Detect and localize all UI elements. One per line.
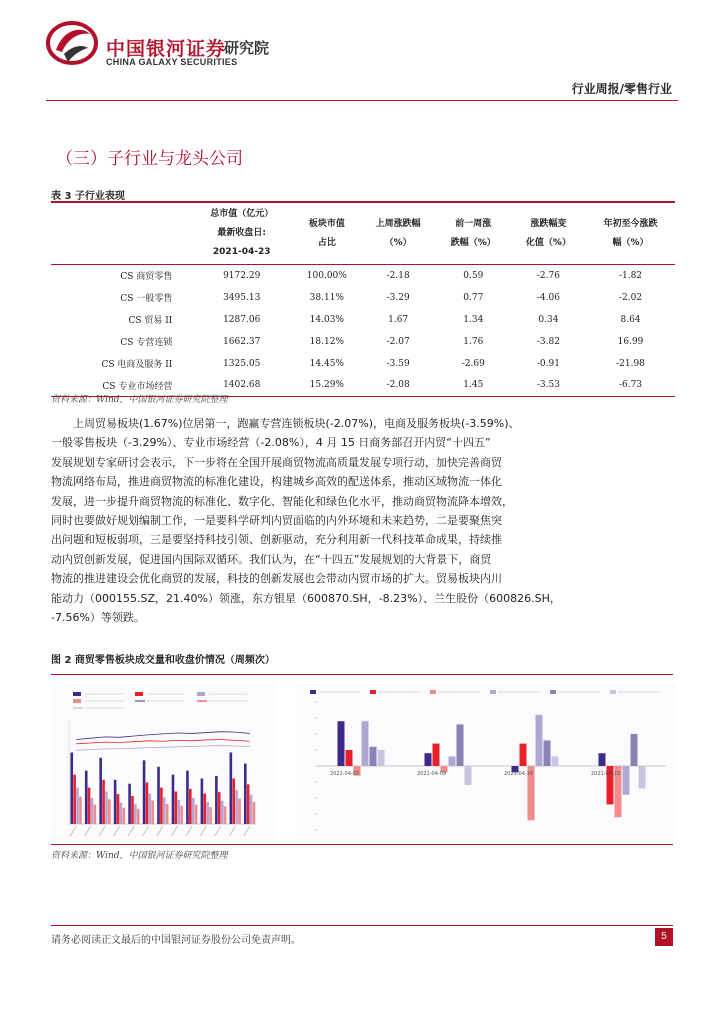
volume-bar xyxy=(94,805,97,825)
table-cell: -0.91 xyxy=(536,358,560,369)
change-bar xyxy=(631,734,638,766)
table-cell: 100.00% xyxy=(306,270,347,281)
table-source: 资料来源：Wind，中国银河证券研究院整理 xyxy=(51,395,228,405)
report-type-tag: 行业周报/零售行业 xyxy=(571,82,672,96)
table-cell: 1662.37 xyxy=(223,336,261,347)
volume-bar xyxy=(128,784,131,824)
volume-bar xyxy=(186,771,189,824)
volume-bar xyxy=(79,797,82,824)
table-header-text: 占比 xyxy=(317,237,336,248)
change-bar xyxy=(346,750,353,766)
x-tick-label: 2021-04-09 xyxy=(417,771,447,777)
paragraph-line: -7.56%）等领跌。 xyxy=(51,611,145,625)
subsector-name: CS 贸易 II xyxy=(128,316,173,326)
brand-name-english: CHINA GALAXY SECURITIES xyxy=(106,57,238,67)
volume-bar xyxy=(206,802,209,824)
subsector-name: CS 一般零售 xyxy=(120,294,173,304)
table-header-text: （%） xyxy=(384,237,412,248)
volume-bar xyxy=(131,796,134,824)
legend-swatch xyxy=(610,690,616,694)
volume-bar xyxy=(166,804,169,824)
table-cell: 0.59 xyxy=(463,270,484,281)
volume-bar xyxy=(172,775,175,824)
change-bar xyxy=(362,721,369,766)
volume-bar xyxy=(250,795,253,824)
paragraph-line: 上周贸易板块(1.67%)位居第一，跑赢专营连锁板块(-2.07%)，电商及服务板块(-3.59%)、 xyxy=(51,417,520,430)
x-tick-label: 2021-04-02 xyxy=(330,771,360,777)
figure-bottom-rule xyxy=(51,844,673,845)
subsector-name: CS 专业市场经营 xyxy=(102,381,173,392)
volume-bar xyxy=(253,802,256,824)
legend-swatch xyxy=(135,692,143,696)
paragraph-line: 发展，进一步提升商贸物流的标准化、数字化、智能化和绿色化水平，推动商贸物流降本增效， xyxy=(51,494,513,508)
change-bar xyxy=(370,747,377,766)
figure-caption: 图 2 商贸零售板块成交量和收盘价情况（周频次） xyxy=(51,655,275,666)
table-cell: -2.18 xyxy=(386,270,410,281)
volume-bar xyxy=(232,779,235,825)
table-cell: 1325.05 xyxy=(223,358,261,369)
subsector-name: CS 商贸零售 xyxy=(120,272,173,283)
table-cell: -3.59 xyxy=(386,358,410,369)
figure-source: 资料来源：Wind，中国银河证券研究院整理 xyxy=(51,851,228,861)
table-header-text: 最新收盘日: xyxy=(217,228,266,238)
company-logo xyxy=(46,16,306,72)
volume-bar xyxy=(146,782,149,824)
weekly-change-chart-svg xyxy=(296,684,676,842)
subsector-name: CS 电商及服务 II xyxy=(101,360,173,370)
table-header-cell xyxy=(511,202,586,265)
volume-bar xyxy=(73,775,76,824)
paragraph-line: 物流的推进建设会优化商贸的发展，科技的创新发展也会带动内贸市场的扩大。贸易板块内川 xyxy=(51,572,502,586)
volume-bar xyxy=(218,792,221,824)
paragraph-line: 能动力（000155.SZ，21.40%）领涨，东方银星（600870.SH，-8.23%）、兰生股份（600826.SH， xyxy=(51,591,561,605)
table-header-cell xyxy=(586,202,675,265)
table-cell: 1.34 xyxy=(463,314,484,325)
change-bar xyxy=(425,753,432,766)
x-tick-label: 2021-04-23 xyxy=(591,771,621,777)
table-cell: 14.03% xyxy=(309,314,344,325)
table-cell: -21.98 xyxy=(616,358,645,369)
volume-bar xyxy=(76,788,79,824)
change-bar xyxy=(433,744,440,766)
volume-bar xyxy=(123,808,126,824)
volume-bar xyxy=(117,794,120,824)
volume-bar xyxy=(247,784,250,824)
volume-bar xyxy=(163,797,166,824)
table-header-cell xyxy=(51,202,190,265)
change-bar xyxy=(457,724,464,766)
volume-bar xyxy=(195,805,198,825)
legend-swatch xyxy=(370,690,376,694)
volume-close-chart xyxy=(51,684,275,842)
table-body xyxy=(51,265,675,397)
volume-bar xyxy=(160,788,163,824)
legend-swatch xyxy=(310,690,316,694)
table-cell: -2.69 xyxy=(461,358,485,369)
volume-bar xyxy=(177,800,180,824)
volume-bar xyxy=(238,799,241,824)
paragraph-line: 物流网络布局，推进商贸物流的标准化建设，构建城乡高效的配送体系，推动区域物流一体化 xyxy=(51,475,502,489)
volume-bar xyxy=(215,776,218,824)
table-header-text: 板块市值 xyxy=(308,218,345,229)
table-header-text: 年初至今涨跌 xyxy=(603,218,658,229)
volume-bar xyxy=(244,764,247,824)
change-bar xyxy=(520,744,527,766)
table-row xyxy=(51,353,675,375)
volume-bar xyxy=(149,793,152,824)
footer-divider xyxy=(51,925,673,926)
chart-background xyxy=(296,684,676,842)
table-cell: 9172.29 xyxy=(223,270,261,281)
table-cell: -2.08 xyxy=(386,380,410,391)
table-cell: -4.06 xyxy=(536,292,560,303)
change-bar xyxy=(623,766,630,795)
volume-close-chart-svg xyxy=(51,684,275,842)
table-cell: 16.99 xyxy=(617,336,644,347)
galaxy-logo-icon xyxy=(46,20,98,66)
weekly-change-chart xyxy=(296,684,676,842)
change-bar xyxy=(599,753,606,766)
analysis-paragraph xyxy=(51,414,671,627)
volume-bar xyxy=(151,801,154,824)
volume-bar xyxy=(114,780,117,824)
volume-bar xyxy=(120,803,123,824)
volume-bar xyxy=(88,788,91,824)
volume-bar xyxy=(102,780,105,824)
table-header-text: 2021-04-23 xyxy=(212,247,271,257)
disclaimer-note: 请务必阅读正文最后的中国银河证券股份公司免责声明。 xyxy=(51,935,301,946)
volume-bar xyxy=(180,806,183,824)
volume-bar xyxy=(137,809,140,824)
volume-bar xyxy=(230,753,233,825)
volume-bar xyxy=(91,798,94,824)
subsector-table xyxy=(51,201,675,397)
table-header-text: 化值（%） xyxy=(525,237,571,248)
volume-bar xyxy=(108,799,111,824)
change-bar xyxy=(378,750,385,766)
volume-bar xyxy=(221,801,224,824)
section-title: （三）子行业与龙头公司 xyxy=(56,149,243,169)
volume-bar xyxy=(201,779,204,825)
volume-bar xyxy=(189,789,192,824)
table-header-text: 总市值（亿元） xyxy=(210,209,274,219)
table-cell: 15.29% xyxy=(309,380,344,391)
volume-bar xyxy=(70,753,73,825)
volume-bar xyxy=(85,771,88,824)
table-cell: 1.67 xyxy=(388,314,409,325)
change-bar xyxy=(449,756,456,766)
table-header-cell xyxy=(436,202,511,265)
figure-top-rule xyxy=(51,674,673,675)
paragraph-line: 一般零售板块（-3.29%）、专业市场经营（-2.08%），4 月 15 日商务部召开内贸“十四五” xyxy=(51,436,491,450)
header-divider xyxy=(46,100,678,101)
table-header-text: 涨跌幅变 xyxy=(530,218,567,229)
table-cell: 1.45 xyxy=(463,380,484,391)
paragraph-line: 发展规划专家研讨会表示，下一步将在全国开展商贸物流高质量发展专项行动，加快完善商贸 xyxy=(51,455,502,469)
change-bar xyxy=(465,766,472,785)
legend-swatch xyxy=(73,699,81,703)
change-bar xyxy=(544,740,551,766)
volume-bar xyxy=(192,798,195,824)
volume-bar xyxy=(143,760,146,824)
table-header-cell xyxy=(361,202,436,265)
table-cell: -3.82 xyxy=(536,336,560,347)
table-cell: 0.77 xyxy=(463,292,484,303)
brand-department: 研究院 xyxy=(224,39,270,57)
table-header-row xyxy=(51,202,675,265)
legend-swatch xyxy=(197,692,205,696)
volume-bar xyxy=(224,806,227,824)
subsector-name: CS 专营连锁 xyxy=(120,338,173,348)
legend-swatch xyxy=(73,692,81,696)
table-cell: -6.73 xyxy=(618,380,643,391)
legend-swatch xyxy=(490,690,496,694)
table-header-text: 上周涨跌幅 xyxy=(375,218,421,229)
volume-bar xyxy=(134,804,137,824)
volume-bar xyxy=(203,793,206,824)
table-cell: 18.12% xyxy=(309,336,344,347)
page-number: 5 xyxy=(655,928,673,946)
table-cell: 38.11% xyxy=(309,292,344,303)
table-row xyxy=(51,331,675,353)
table-cell: 8.64 xyxy=(620,314,641,325)
table-cell: 14.45% xyxy=(309,358,344,369)
change-bar xyxy=(639,766,646,788)
table-header-text: 跌幅（%） xyxy=(450,237,496,248)
table-caption: 表 3 子行业表现 xyxy=(51,191,125,202)
table-header-text: 前一周涨 xyxy=(455,218,492,229)
change-bar xyxy=(552,756,559,766)
volume-bar xyxy=(235,790,238,824)
table-header-cell xyxy=(190,202,293,265)
table-cell: 3495.13 xyxy=(223,292,261,303)
x-tick-label: 2021-04-16 xyxy=(504,771,534,777)
volume-bar xyxy=(99,758,102,824)
volume-bar xyxy=(157,767,160,824)
table-cell: -1.82 xyxy=(618,270,643,281)
brand-name: 中国银河证券 xyxy=(106,38,227,60)
table-cell: -3.53 xyxy=(536,380,560,391)
table-cell: -2.07 xyxy=(386,336,410,347)
volume-bar xyxy=(105,792,108,825)
legend-swatch xyxy=(550,690,556,694)
change-bar xyxy=(536,715,543,766)
paragraph-line: 同时也要做好规划编制工作，一是要科学研判内贸面临的内外环境和未来趋势，二是要聚焦突 xyxy=(51,514,502,528)
volume-bar xyxy=(209,807,212,824)
table-header-text: 幅（%） xyxy=(612,237,649,248)
table-cell: 0.34 xyxy=(538,314,559,325)
table-cell: 1.76 xyxy=(463,336,484,347)
volume-bar xyxy=(175,792,178,825)
table-row xyxy=(51,287,675,309)
table-row xyxy=(51,265,675,287)
change-bar xyxy=(338,721,345,766)
legend-swatch xyxy=(430,690,436,694)
table-row xyxy=(51,309,675,331)
table-cell: -3.29 xyxy=(386,292,410,303)
table-cell: -2.76 xyxy=(536,270,560,281)
table-cell: 1402.68 xyxy=(223,380,261,391)
table-cell: 1287.06 xyxy=(223,314,261,325)
table-cell: -2.02 xyxy=(618,292,643,303)
table-header-cell xyxy=(293,202,361,265)
paragraph-line: 出问题和短板弱项，三是要坚持科技引领、创新驱动，充分利用新一代科技革命成果，持续推 xyxy=(51,533,502,547)
paragraph-line: 动内贸创新发展，促进国内国际双循环。我们认为，在“十四五”发展规划的大背景下，商贸 xyxy=(51,552,492,566)
